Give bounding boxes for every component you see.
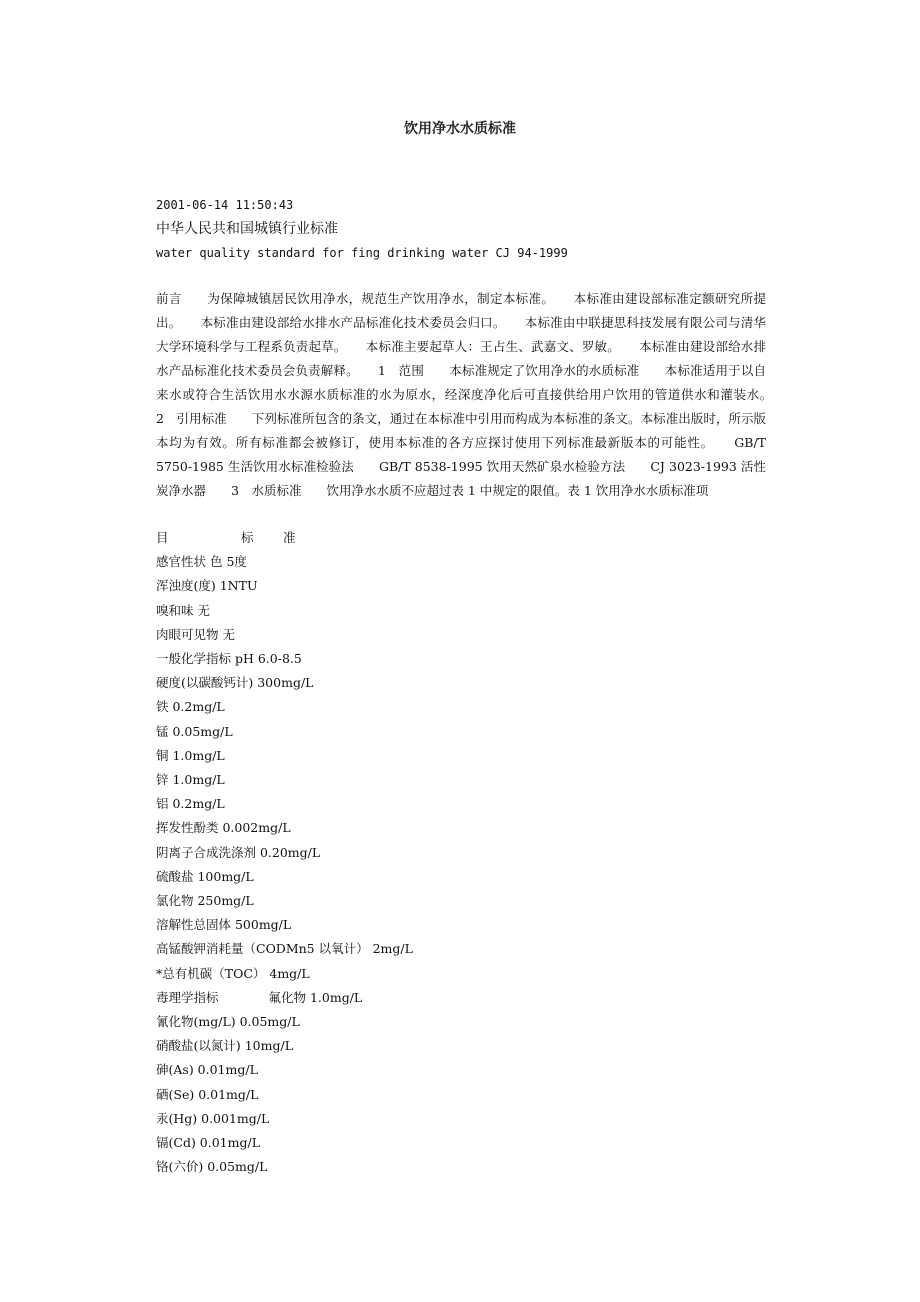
- table-row: *总有机碳（TOC） 4mg/L: [156, 965, 310, 981]
- table-row: 一般化学指标 pH 6.0-8.5: [156, 651, 302, 667]
- document-meta: [156, 193, 776, 265]
- table-row: 硬度(以碳酸钙计) 300mg/L: [156, 675, 314, 691]
- table-row: 阴离子合成洗涤剂 0.20mg/L: [156, 844, 321, 860]
- publish-datetime: 2001-06-14 11:50:43: [156, 198, 294, 212]
- body-paragraph: 前言 为保障城镇居民饮用净水，规范生产饮用净水，制定本标准。 本标准由建设部标准定额研究所提出。 本标准由建设部给水排水产品标准化技术委员会归口。 本标准由中联捷思科技发展有限公司与清华大学环境科学与工程系负责起草。 本标准主要起草人：王占生、武嘉文、罗敏。 本标准由建设部给水排水产品标准化技术委员会负责解释。 1 范围 本标准规定了饮用净水的水质标准 本标准适用于以自来水或符合生活饮用水水源水质标准的水为原水，经深度净化后可直接供给用户饮用的管道供水和灌装水。 2 引用标准 下列标准所包含的条文，通过在本标准中引用而构成为本标准的条文。本标准出版时，所示版本均为有效。所有标准都会被修订，使用本标准的各方应探讨使用下列标准最新版本的可能性。 GB/T 5750-1985 生活饮用水标准检验法 GB/T 8538-1995 饮用天然矿泉水检验方法 CJ 3023-1993 活性炭净水器 3 水质标准 饮用净水水质不应超过表 1 中规定的限值。表 1 饮用净水水质标准项: [156, 291, 792, 498]
- standard-organization: 中华人民共和国城镇行业标准: [156, 221, 338, 237]
- table-row: 砷(As) 0.01mg/L: [156, 1062, 258, 1078]
- table-row: 镉(Cd) 0.01mg/L: [156, 1135, 260, 1151]
- table-row: 硒(Se) 0.01mg/L: [156, 1086, 259, 1102]
- table-rows: [156, 550, 766, 1179]
- table-row: 浑浊度(度) 1NTU: [156, 578, 258, 594]
- table-row: 铬(六价) 0.05mg/L: [156, 1159, 268, 1175]
- table-row: 毒理学指标 氟化物 1.0mg/L: [156, 989, 363, 1005]
- table-row: 氯化物 250mg/L: [156, 893, 254, 909]
- page-title: 饮用净水水质标准: [404, 121, 516, 137]
- english-title: water quality standard for fing drinking water CJ 94-1999: [156, 246, 568, 260]
- table-header-cell: 标: [241, 530, 254, 545]
- table-header-cell: 准: [283, 530, 296, 545]
- table-row: 硫酸盐 100mg/L: [156, 868, 254, 884]
- table-row: 锰 0.05mg/L: [156, 723, 233, 739]
- table-row: 锌 1.0mg/L: [156, 772, 225, 788]
- table-row: 硝酸盐(以氮计) 10mg/L: [156, 1038, 293, 1054]
- table-row: 铝 0.2mg/L: [156, 796, 225, 812]
- table-row: 铜 1.0mg/L: [156, 747, 225, 763]
- table-row: 嗅和味 无: [156, 602, 210, 618]
- table-row: 氰化物(mg/L) 0.05mg/L: [156, 1014, 300, 1030]
- table-row: 高锰酸钾消耗量（CODMn5 以氧计） 2mg/L: [156, 941, 413, 957]
- table-row: 感官性状 色 5度: [156, 554, 247, 570]
- quality-standard-table: [156, 526, 766, 1179]
- table-row: 汞(Hg) 0.001mg/L: [156, 1110, 270, 1126]
- table-row: 铁 0.2mg/L: [156, 699, 225, 715]
- table-header-cell: 目: [156, 530, 169, 545]
- table-row: 肉眼可见物 无: [156, 626, 235, 642]
- table-header: [156, 526, 766, 550]
- table-row: 挥发性酚类 0.002mg/L: [156, 820, 291, 836]
- table-row: 溶解性总固体 500mg/L: [156, 917, 292, 933]
